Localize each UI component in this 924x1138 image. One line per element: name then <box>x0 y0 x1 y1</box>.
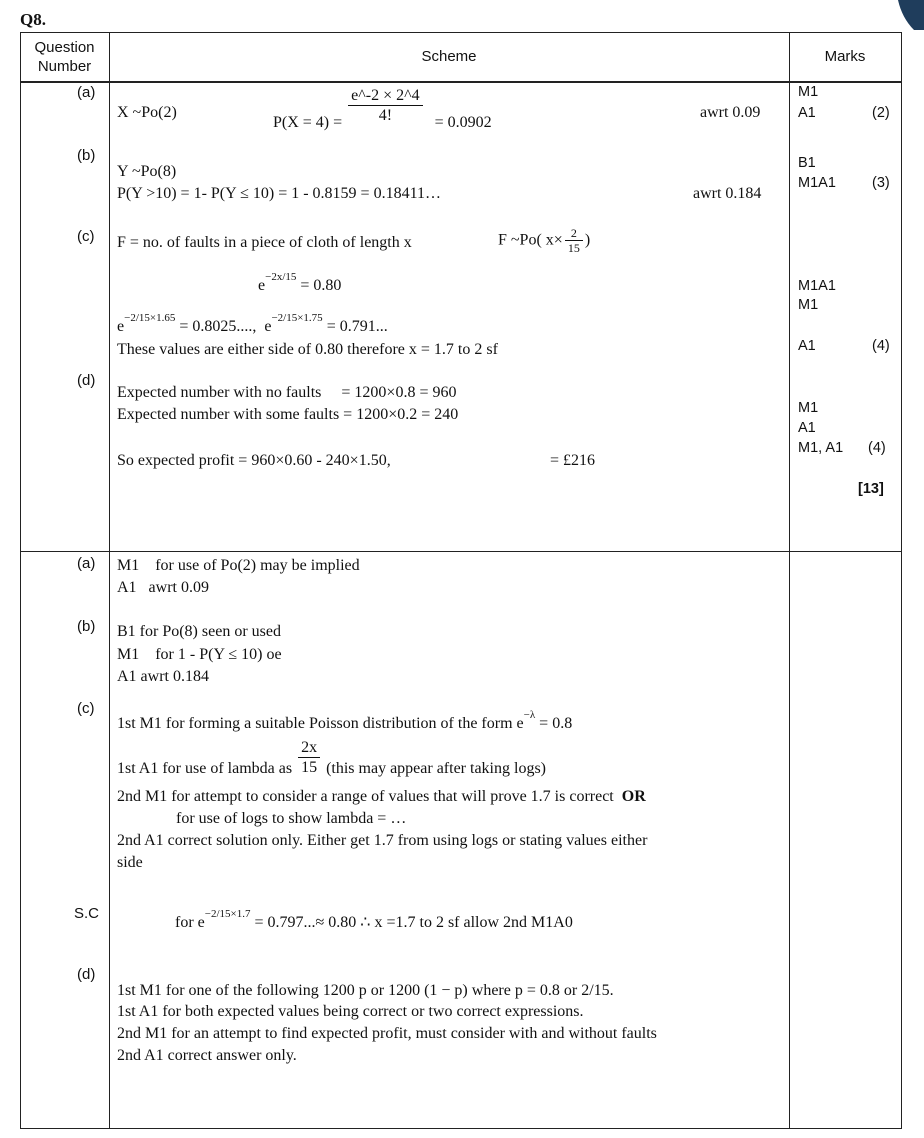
scheme-d-result: = £216 <box>550 452 596 469</box>
scheme-a-note: awrt 0.09 <box>700 104 761 121</box>
notes-sc-label: S.C <box>74 905 100 922</box>
scheme-c-distribution: F ~Po( x× $\frac{2}{15}$ ) <box>498 226 591 256</box>
notes-b-line-2: M1 for 1 - P(Y ≤ 10) oe <box>117 646 282 663</box>
scheme-c-conclusion: These values are either side of 0.80 therefore x = 1.7 to 2 sf <box>117 341 498 358</box>
scheme-b-mark-1: B1 <box>798 155 816 171</box>
scheme-b-note: awrt 0.184 <box>693 185 762 202</box>
question-label: Q8. <box>20 10 46 29</box>
notes-d-line-2: 1st A1 for both expected values being correct or two correct expressions. <box>117 1003 584 1020</box>
scheme-d-mark-1: M1 <box>798 400 819 416</box>
scheme-a-frac-den: 4! <box>378 107 393 125</box>
scheme-c-equation: $e^{-2x/15} = 0.80$ <box>258 271 342 294</box>
scheme-d-line-1: Expected number with no faults = 1200×0.8 = 960 <box>117 384 457 401</box>
notes-d-line-3: 2nd M1 for an attempt to find expected profit, must consider with and without faults <box>117 1025 657 1042</box>
notes-part-b-label: (b) <box>77 618 96 635</box>
scheme-c-mark-1: M1A1 <box>798 278 836 294</box>
notes-d-line-1: 1st M1 for one of the following 1200 p or 1200 (1 − p) where p = 0.8 or 2/15. <box>117 982 614 999</box>
scheme-a-mark-1: M1 <box>798 84 819 100</box>
scheme-d-line-3: So expected profit = 960×0.60 - 240×1.50, <box>117 452 391 469</box>
notes-part-d-label: (d) <box>77 966 96 983</box>
header-question-number: Question Number <box>34 39 95 75</box>
scheme-part-b-label: (b) <box>77 147 96 164</box>
scheme-b-distribution: Y ~Po(8) <box>117 163 177 180</box>
notes-c-line-3: 2nd M1 for attempt to consider a range of values that will prove 1.7 is correct OR <box>117 788 646 805</box>
notes-part-c-label: (c) <box>77 700 95 717</box>
scheme-a-distribution: X ~Po(2) <box>117 104 177 121</box>
notes-b-line-1: B1 for Po(8) seen or used <box>117 623 281 640</box>
scheme-part-c-label: (c) <box>77 228 95 245</box>
notes-c-line-1: 1st M1 for forming a suitable Poisson distribution of the form $e^{-\lambda} = 0.8$ <box>117 709 573 732</box>
notes-c-line-6: side <box>117 854 143 871</box>
notes-a-line-2: A1 awrt 0.09 <box>117 579 209 596</box>
corner-tab-decoration <box>884 0 924 30</box>
notes-c-line-4: for use of logs to show lambda = … <box>176 810 407 827</box>
scheme-c-values: $e^{-2/15\times 1.65} = 0.8025$...., $e^{-2/15\times 1.75} = 0.791$... <box>117 312 388 335</box>
scheme-b-total: (3) <box>872 175 890 191</box>
scheme-part-a-label: (a) <box>77 84 96 101</box>
scheme-a-probability: P(X = 4) = $\frac{e\^{}-2 \times 2\^{}4}{4!}$ = 0.0902 <box>273 87 492 132</box>
scheme-d-total: (4) <box>868 440 886 456</box>
notes-sc-line: for $e^{-2/15\times 1.7} = 0.797...\approx 0.80$ ∴ x =1.7 to 2 sf allow 2nd M1A0 <box>175 908 573 931</box>
notes-part-a-label: (a) <box>77 555 96 572</box>
scheme-c-mark-3: A1 <box>798 338 816 354</box>
scheme-grand-total: [13] <box>858 481 884 497</box>
header-scheme: Scheme <box>421 48 477 65</box>
scheme-b-calculation: P(Y >10) = 1- P(Y ≤ 10) = 1 - 0.8159 = 0.18411… <box>117 185 441 202</box>
scheme-a-total: (2) <box>872 105 890 121</box>
scheme-d-mark-3: M1, A1 <box>798 440 844 456</box>
notes-a-line-1: M1 for use of Po(2) may be implied <box>117 557 360 574</box>
scheme-d-line-2: Expected number with some faults = 1200×0.2 = 240 <box>117 406 459 423</box>
scheme-c-total: (4) <box>872 338 890 354</box>
notes-d-line-4: 2nd A1 correct answer only. <box>117 1047 297 1064</box>
scheme-a-frac-num: e^-2 × 2^4 <box>348 86 422 106</box>
scheme-a-mark-2: A1 <box>798 105 816 121</box>
header-marks: Marks <box>824 48 866 65</box>
scheme-d-mark-2: A1 <box>798 420 816 436</box>
scheme-c-definition: F = no. of faults in a piece of cloth of length x <box>117 234 412 251</box>
scheme-b-mark-2: M1A1 <box>798 175 836 191</box>
notes-b-line-3: A1 awrt 0.184 <box>117 668 209 685</box>
notes-c-line-5: 2nd A1 correct solution only. Either get 1.7 from using logs or stating values either <box>117 832 648 849</box>
scheme-part-d-label: (d) <box>77 372 96 389</box>
notes-c-line-2: 1st A1 for use of lambda as $\frac{2x}{15}$ (this may appear after taking logs) <box>117 739 546 778</box>
scheme-c-mark-2: M1 <box>798 297 819 313</box>
